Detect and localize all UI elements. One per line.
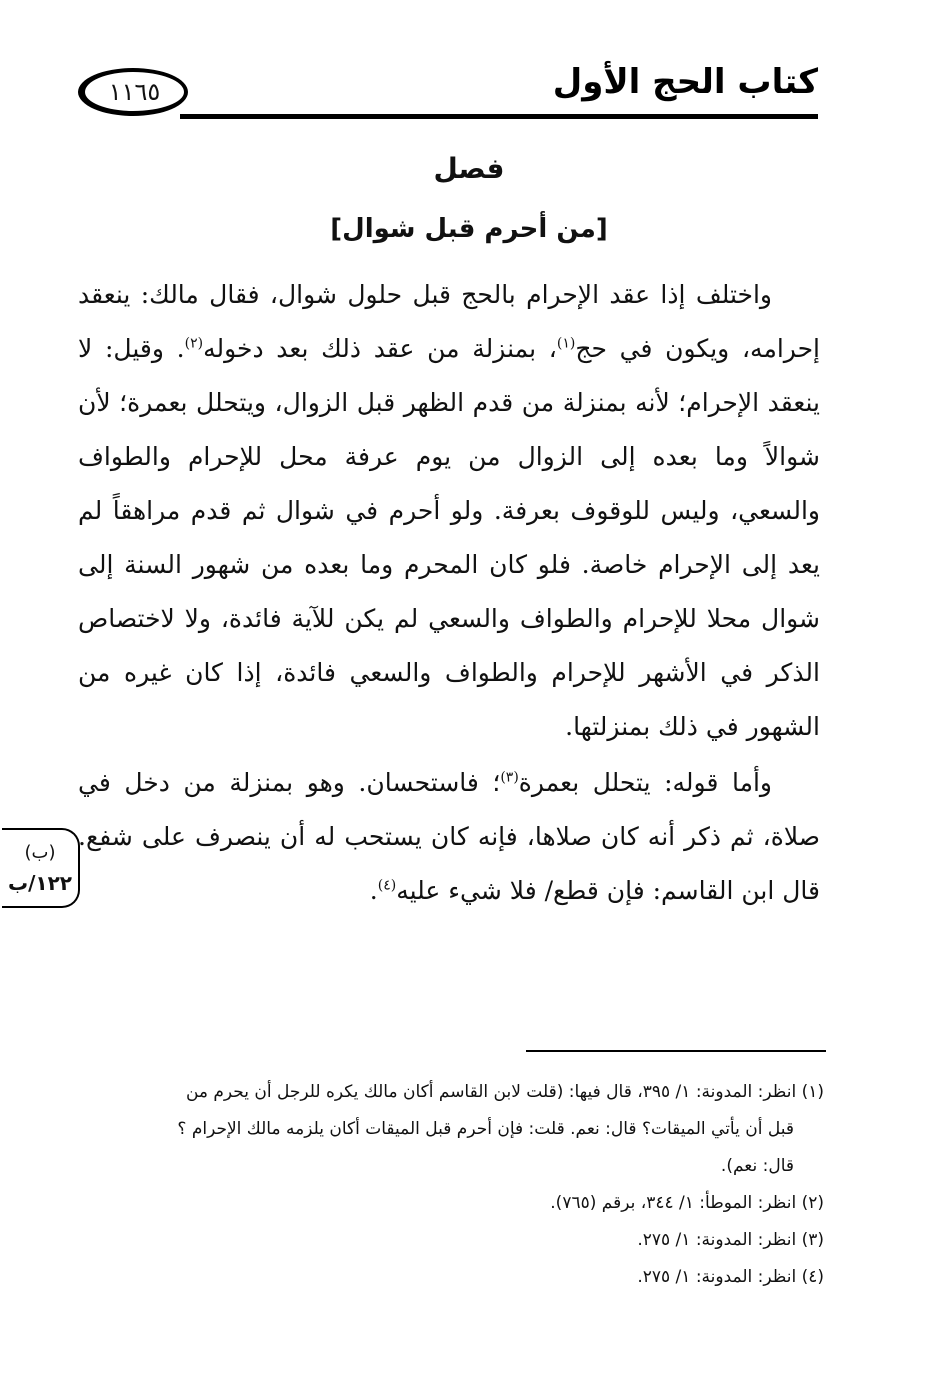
footnote-ref-1[interactable]: (١) [556, 335, 576, 352]
footnote-ref-2[interactable]: (٢) [184, 335, 204, 352]
page-number-badge [78, 68, 188, 116]
footnotes [82, 1074, 824, 1296]
page-number: ١١٦٥ [108, 77, 161, 106]
paragraph-1: واختلف إذا عقد الإحرام بالحج قبل حلول شوال، فقال مالك: ينعقد إحرامه، ويكون في حج$^{(١)}$، بمنزلة من عقد ذلك بعد دخوله$^{(٢)}$. وقيل: لا ينعقد الإحرام؛ لأنه بمنزلة من قدم الظهر قبل الزوال، ويتحلل بعمرة؛ لأن شوالاً وما بعده إلى الزوال من يوم عرفة محل للإحرام والطواف والسعي، وليس للوقوف بعرفة. ولو أحرم في شوال ثم قدم مراهقاً لم يعد إلى الإحرام خاصة. فلو كان المحرم وما بعده من شهور السنة إلى شوال محلا للإحرام والطواف والسعي لم يكن للآية فائدة، ولا لاختصاص الذكر في الأشهر للإحرام والطواف والسعي فائدة، إذا كان غيره من الشهور في ذلك بمنزلتها. [78, 280, 820, 741]
footnote-4: (٤) انظر: المدونة: ١/ ٢٧٥. [637, 1267, 824, 1287]
footnote-ref-4[interactable]: (٤) [377, 877, 397, 894]
manuscript-folio-note [2, 828, 80, 908]
section-heading: فصل [433, 152, 505, 185]
manuscript-siglum: (ب) [24, 842, 56, 863]
footnote-1: (١) انظر: المدونة: ١/ ٣٩٥، قال فيها: (قلت لابن القاسم أكان مالك يكره للرجل أن يحرم من قبل أن يأتي الميقات؟ قال: نعم. قلت: فإن أحرم قبل الميقات أكان يلزمه مالك الإحرام ؟ قال: نعم). [177, 1082, 824, 1176]
paragraph-2: وأما قوله: يتحلل بعمرة$^{(٣)}$؛ فاستحسان. وهو بمنزلة من دخل في صلاة، ثم ذكر أنه كان صلاها، فإنه كان يستحب له أن ينصرف على شفع. قال ابن القاسم: فإن قطع/ فلا شيء عليه$^{(٤)}$. [78, 768, 820, 905]
footnote-2: (٢) انظر: الموطأ: ١/ ٣٤٤، برقم (٧٦٥). [550, 1193, 824, 1213]
footnote-separator [526, 1050, 826, 1052]
body-text [78, 268, 820, 918]
footnote-3: (٣) انظر: المدونة: ١/ ٢٧٥. [637, 1230, 824, 1250]
header-rule [180, 114, 818, 119]
running-header-title: كتاب الحج الأول [552, 62, 818, 102]
manuscript-folio: ١٢٢/ب [7, 871, 73, 895]
footnote-ref-3[interactable]: (٣) [500, 769, 519, 786]
section-subheading: [من أحرم قبل شوال] [330, 214, 608, 244]
